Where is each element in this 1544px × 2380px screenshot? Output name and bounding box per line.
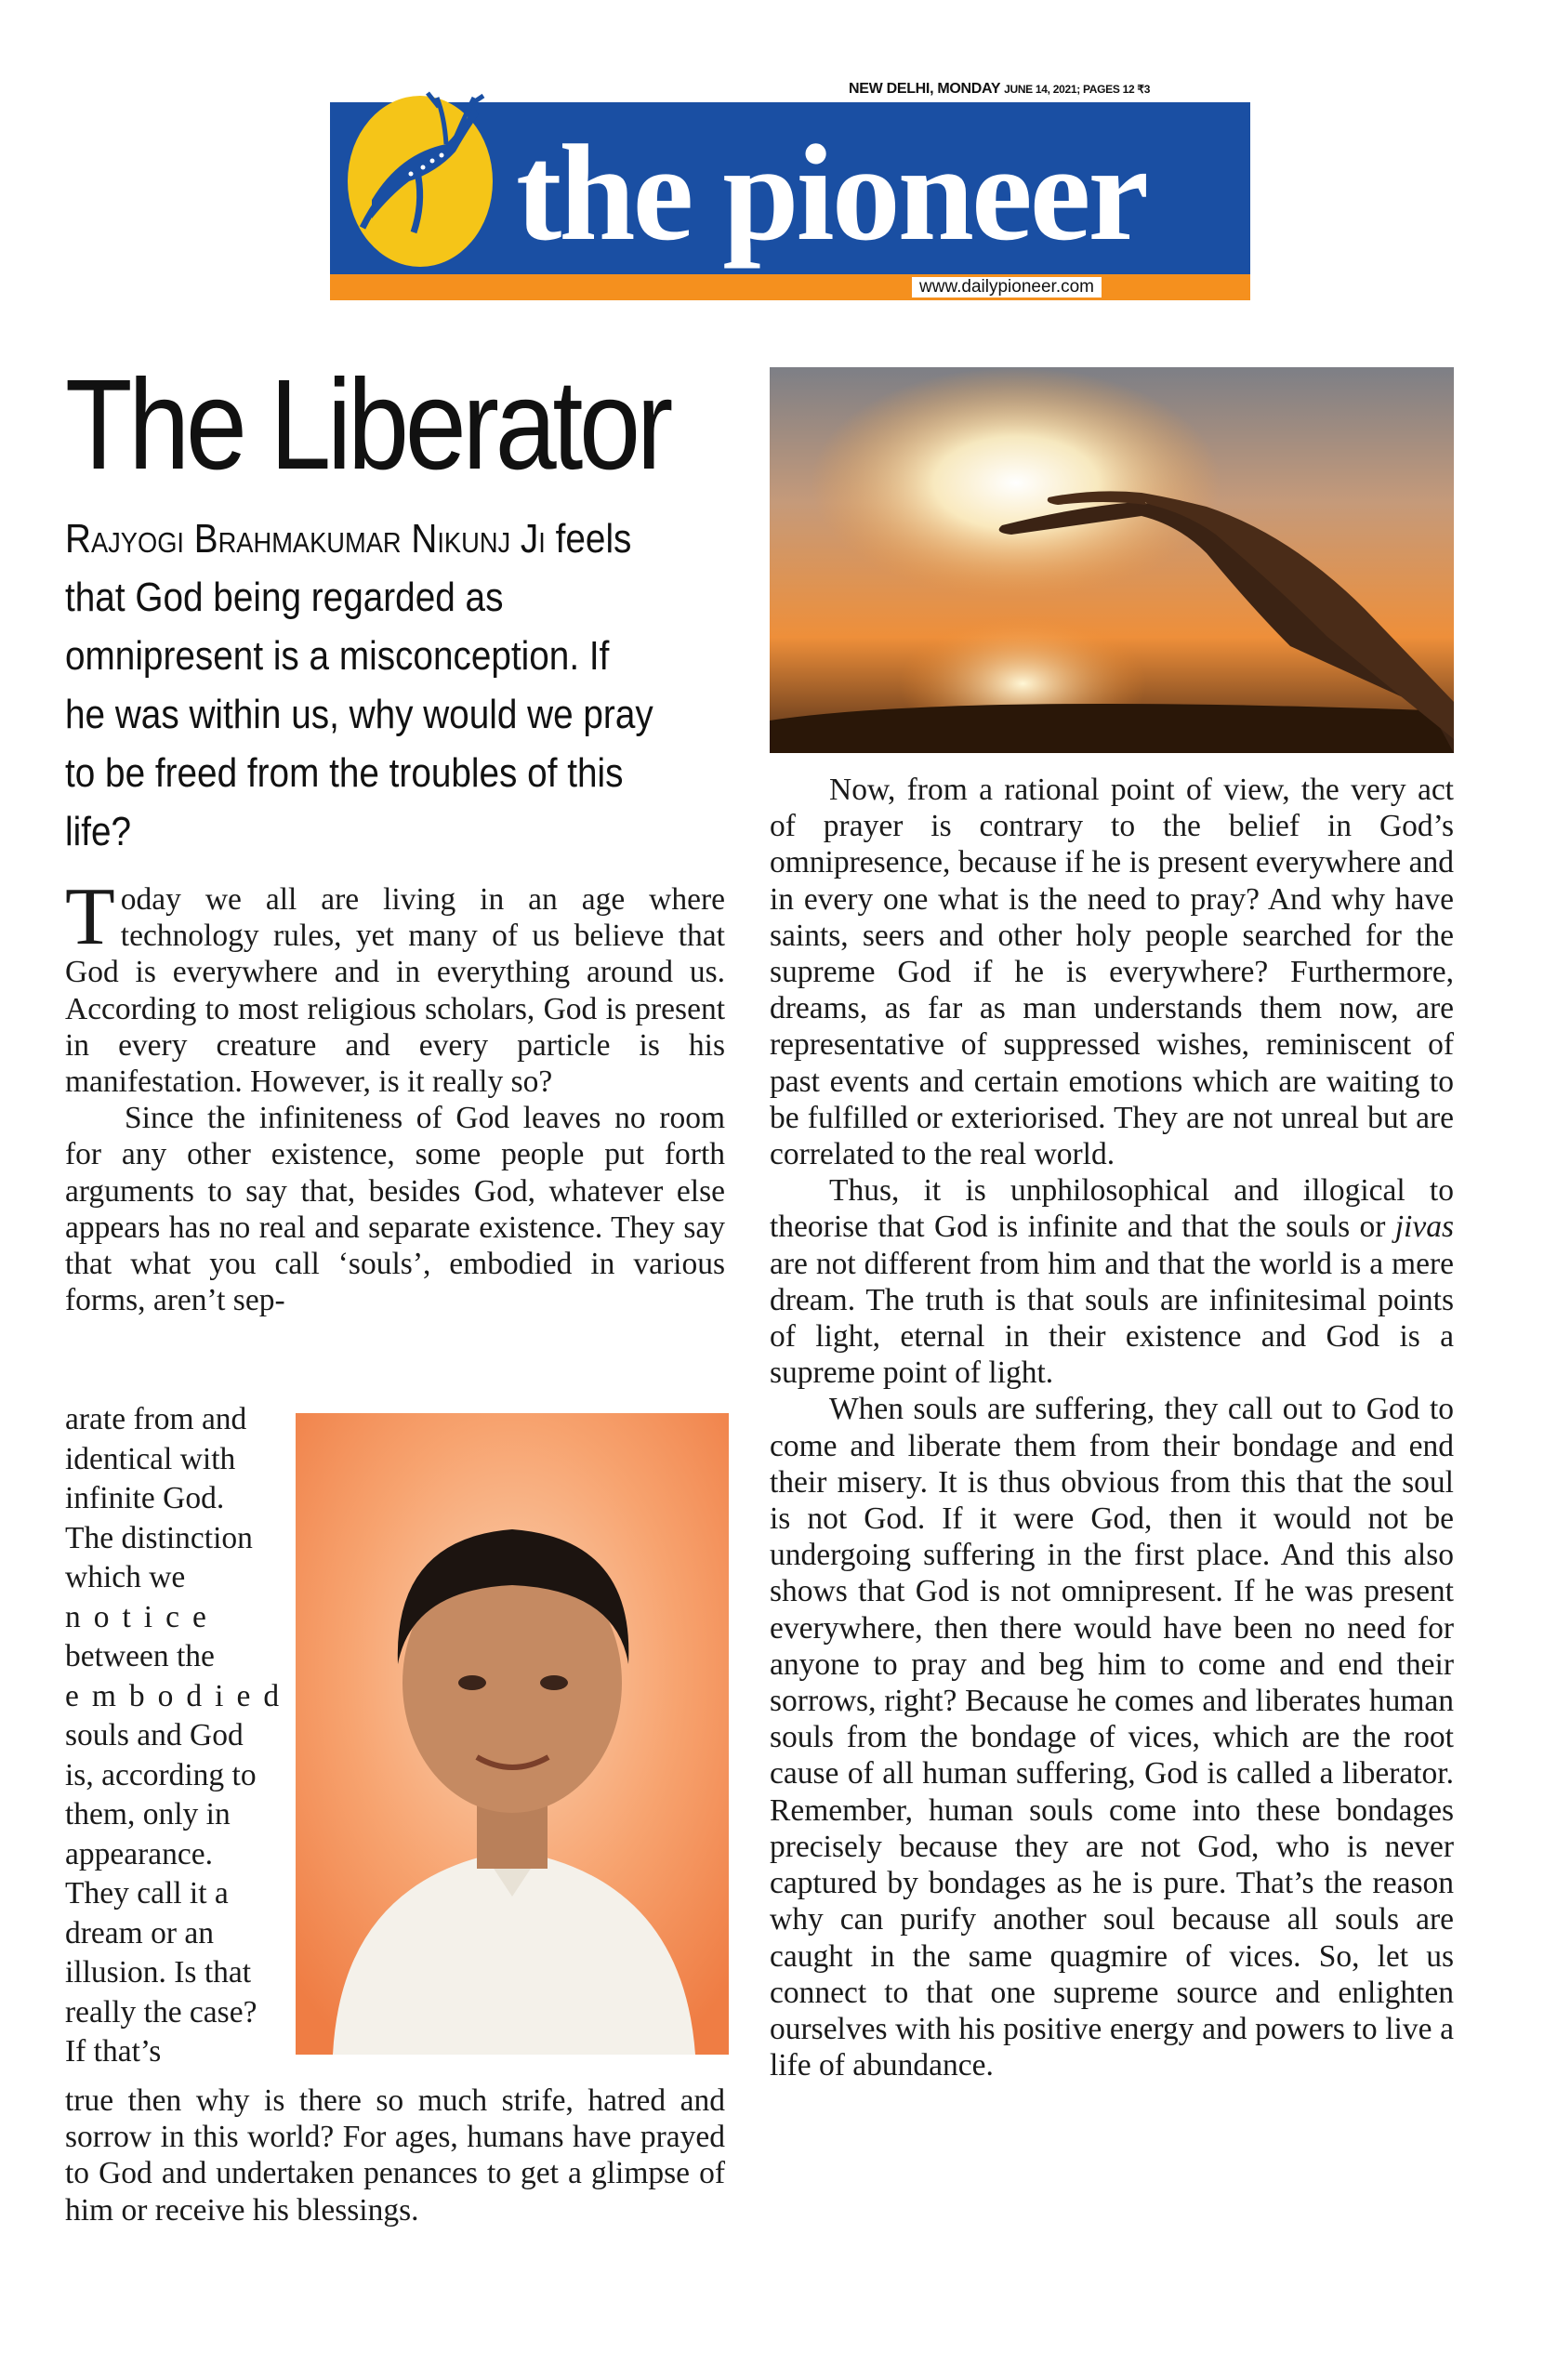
body-column-left-top xyxy=(65,872,725,1318)
paragraph-infiniteness: Since the infiniteness of God leaves no room for any other existence, some people put forth arguments to say that, besides God, whatever else appears has no real and separate existence. They say that what you call ‘souls’, embodied in various forms, aren’t sep- xyxy=(65,1101,725,1318)
standfirst-text: feels that God being regarded as omnipresent is a misconception. If he was within us, why would we pray to be freed from the troubles of this life? xyxy=(65,516,653,854)
hands-raised-to-sunset-photo xyxy=(770,367,1454,753)
wrap-text-embodied: embodied xyxy=(65,1678,293,1713)
drop-cap: T xyxy=(65,872,115,962)
masthead xyxy=(330,42,1250,307)
dateline-main: NEW DELHI, MONDAY xyxy=(849,81,1000,97)
wrap-text-notice: notice xyxy=(65,1599,219,1634)
newspaper-title: the pioneer xyxy=(516,117,1147,270)
paragraph-rational: Now, from a rational point of view, the very act of prayer is contrary to the belief in God’s omnipresence, because if he is present everywhere and in every one what is the need to pray? And why have saints, seers and other holy people searched for the supreme God if he is everywhere? Furthermore, dreams, as far as man understands them now, are representative of suppressed wishes, reminiscent of past events and certain emotions which are waiting to be fulfilled or exteriorised. They are not unreal but are correlated to the real world. xyxy=(770,773,1454,1172)
article-standfirst xyxy=(65,509,654,861)
byline: Rajyogi Brahmakumar Nikunj Ji xyxy=(65,516,546,562)
paragraph-unphilosophical-a: Thus, it is unphilosophical and illogical to theorise that God is infinite and that the souls or xyxy=(770,1173,1454,1245)
author-portrait-icon xyxy=(296,1413,729,2055)
paragraph-unphilosophical xyxy=(770,1172,1454,1391)
dateline xyxy=(849,81,1150,98)
paragraph-suffering: When souls are suffering, they call out to God to come and liberate them from their bondage and end their misery. It is thus obvious from this that the soul is not God. If it were God, then it would not be undergoing suffering in the first place. And this also shows that God is not omnipresent. If he was present everywhere, then there would have been no need for anyone to pray and beg him to come and end their sorrows, right? Because he comes and liberates human souls from the bondage of vices, which are the root cause of all human suffering, God is called a liberator. Remember, human souls come into these bondages precisely because they are not God, who is never captured by bondages as he is pure. That’s the reason why can purify another soul because all souls are caught in the same quagmire of vices. So, let us connect to that one supreme source and enlighten ourselves with his positive energy and powers to live a life of abundance. xyxy=(770,1392,1454,2083)
body-column-right xyxy=(770,772,1454,2083)
hands-sunset-icon xyxy=(770,367,1454,753)
paragraph-strife: true then why is there so much strife, hatred and sorrow in this world? For ages, humans have prayed to God and undertaken penances to get a glimpse of him or receive his blessings. xyxy=(65,2083,725,2228)
paragraph-intro-text: oday we all are living in an age where technology rules, yet many of us believe that God is everywhere and in everything around us. According to most religious scholars, God is present in every creature and every particle is his manifestation. However, is it really so? xyxy=(65,882,725,1100)
masthead-orange-band xyxy=(330,274,1250,300)
website-url: www.dailypioneer.com xyxy=(912,277,1102,298)
wrap-text-b: between the xyxy=(65,1639,215,1673)
author-portrait-photo xyxy=(296,1413,729,2055)
wrap-text-a: arate from and identical with infinite God. The distinction which we xyxy=(65,1402,253,1594)
body-column-left-bottom xyxy=(65,2082,725,2228)
leaping-deer-sun-logo-icon xyxy=(335,42,493,270)
term-jivas: jivas xyxy=(1394,1210,1455,1245)
body-column-left-wrap xyxy=(65,1400,293,2072)
paragraph-intro xyxy=(65,872,725,1100)
article-headline: The Liberator xyxy=(65,353,669,496)
paragraph-unphilosophical-b: are not different from him and that the world is a mere dream. The truth is that souls are infinitesimal points of light, eternal in their existence and God is a supreme point of light. xyxy=(770,1246,1454,1391)
dateline-details: JUNE 14, 2021; PAGES 12 ₹3 xyxy=(1004,83,1151,96)
wrap-text-c: souls and God is, according to them, only in appearance. They call it a dream or an illusion. Is that really the case? If that’s xyxy=(65,1718,257,2069)
